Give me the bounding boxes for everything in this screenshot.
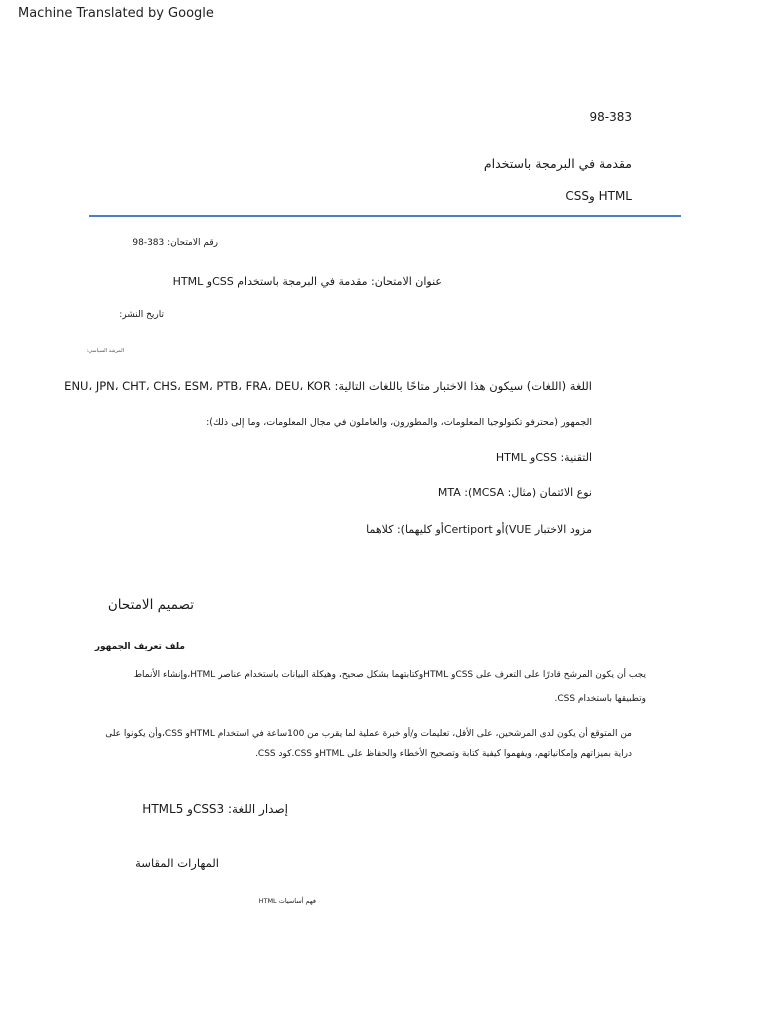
page-title-line-2: HTML وCSS <box>565 189 632 203</box>
exam-provider-field: مزود الاختبار VUE)أو Certiportأو كليهما): كلاهما <box>366 523 592 536</box>
page-title-line-1: مقدمة في البرمجة باستخدام <box>483 156 632 171</box>
exam-title-field: عنوان الامتحان: مقدمة في البرمجة باستخدام CSSو HTML <box>172 275 442 288</box>
languages-field: اللغة (اللغات) سيكون هذا الاختبار متاحًا باللغات التالية: ENU، JPN، CHT، CHS، ESM، PTB، FRA، DEU، KOR <box>64 379 592 393</box>
audience-field: الجمهور (محترفو تكنولوجيا المعلومات، والمطورون، والعاملون في مجال المعلومات، وما إلى ذلك): <box>206 417 592 428</box>
language-version-field: إصدار اللغة: CSS3و HTML5 <box>142 802 288 816</box>
audience-profile-heading: ملف تعريف الجمهور <box>94 642 185 652</box>
exam-code: 98-383 <box>589 110 632 124</box>
technology-field: التقنية: CSSو HTML <box>495 451 592 464</box>
exam-design-heading: تصميم الامتحان <box>107 597 194 613</box>
translation-banner: Machine Translated by Google <box>18 6 214 21</box>
exam-number-field: رقم الامتحان: 383-98 <box>132 238 218 248</box>
skill-item: فهم أساسيات HTML <box>258 897 316 905</box>
audience-profile-paragraph-1: يجب أن يكون المرشح قادرًا على التعرف على CSSو HTMLوكتابتهما بشكل صحيح، وهيكلة البيانات باستخدام عناصر HTML،وإنشاء الأنماط وتطبيقها باستخدام CSS. <box>133 670 646 704</box>
political-advisor-field: المرشد السياسي: <box>86 348 124 354</box>
skills-measured-heading: المهارات المقاسة <box>135 856 219 870</box>
header-divider <box>89 215 681 217</box>
audience-profile-paragraph-2: من المتوقع أن يكون لدى المرشحين، على الأقل، تعليمات و/أو خبرة عملية لما يقرب من 100ساعة في استخدام HTMLو CSS،وأن يكونوا على دراية بميزاتهم وإمكانياتهم، ويفهموا كيفية كتابة وتصحيح الأخطاء والحفاظ على HTMLو CSS.كود CSS. <box>105 729 632 759</box>
publication-date-field: تاريخ النشر: <box>119 310 164 320</box>
credential-type-field: نوع الائتمان (مثال: MCSA): MTA <box>437 486 592 499</box>
